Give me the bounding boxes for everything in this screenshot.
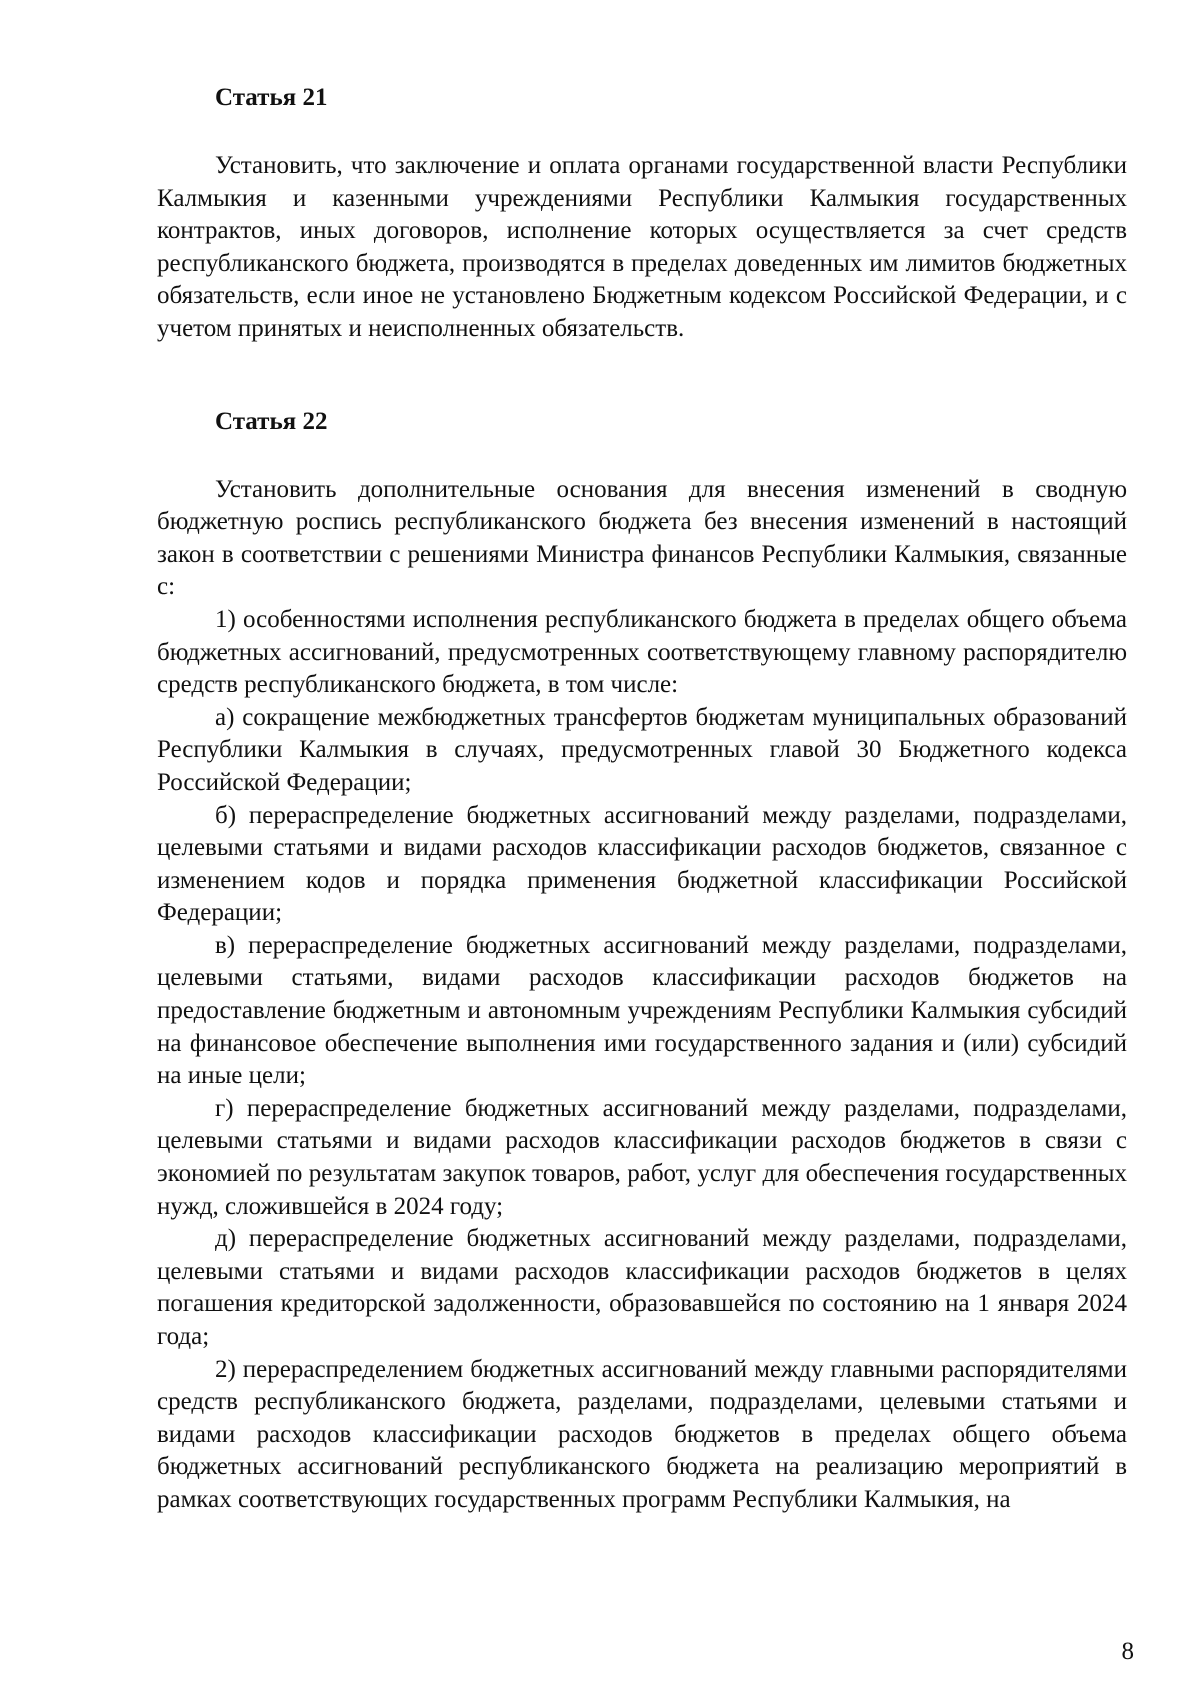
article-22-item-2: 2) перераспределением бюджетных ассигнований между главными распорядителями средств республиканского бюджета, разделами, подразделами, целевыми статьями и видами расходов классификации расходов бюджетов в пределах общего объема бюджетных ассигнований республиканского бюджета на реализацию мероприятий в рамках соответствующих государственных программ Республики Калмыкия, на <box>157 1355 1127 1513</box>
article-22-intro-paragraph: Установить дополнительные основания для внесения изменений в сводную бюджетную роспись республиканского бюджета без внесения изменений в настоящий закон в соответствии с решениями Министра финансов Республики Калмыкия, связанные с: <box>157 475 1127 601</box>
page-number: 8 <box>1121 1638 1134 1665</box>
page-content <box>157 82 1127 1517</box>
article-22-body <box>157 474 1127 1517</box>
article-22-subitem-b: б) перераспределение бюджетных ассигнований между разделами, подразделами, целевыми статьями и видами расходов классификации расходов бюджетов, связанное с изменением кодов и порядка применения бюджетной классификации Российской Федерации; <box>157 801 1127 927</box>
article-21-body <box>157 150 1127 346</box>
article-22-subitem-g: г) перераспределение бюджетных ассигнований между разделами, подразделами, целевыми статьями и видами расходов классификации расходов бюджетов в связи с экономией по результатам закупок товаров, работ, услуг для обеспечения государственных нужд, сложившейся в 2024 году; <box>157 1094 1127 1220</box>
article-22-title: Статья 22 <box>215 407 328 435</box>
article-22-subitem-d: д) перераспределение бюджетных ассигнований между разделами, подразделами, целевыми статьями и видами расходов классификации расходов бюджетов в целях погашения кредиторской задолженности, образовавшейся по состоянию на 1 января 2024 года; <box>157 1225 1127 1350</box>
article-21-paragraph: Установить, что заключение и оплата органами государственной власти Республики Калмыкия и казенными учреждениями Республики Калмыкия государственных контрактов, иных договоров, исполнение которых осуществляется за счет средств республиканского бюджета, производятся в пределах доведенных им лимитов бюджетных обязательств, если иное не установлено Бюджетным кодексом Российской Федерации, и с учетом принятых и неисполненных обязательств. <box>157 152 1127 342</box>
article-22-subitem-a: а) сокращение межбюджетных трансфертов бюджетам муниципальных образований Республики Калмыкия в случаях, предусмотренных главой 30 Бюджетного кодекса Российской Федерации; <box>157 703 1127 796</box>
article-22-subitem-v: в) перераспределение бюджетных ассигнований между разделами, подразделами, целевыми статьями, видами расходов классификации расходов бюджетов на предоставление бюджетным и автономным учреждениям Республики Калмыкия субсидий на финансовое обеспечение выполнения ими государственного задания и (или) субсидий на иные цели; <box>157 931 1127 1090</box>
article-21-title: Статья 21 <box>215 84 328 111</box>
article-22-item-1: 1) особенностями исполнения республиканского бюджета в пределах общего объема бюджетных ассигнований, предусмотренных соответствующему главному распорядителю средств республиканского бюджета, в том числе: <box>157 605 1127 699</box>
